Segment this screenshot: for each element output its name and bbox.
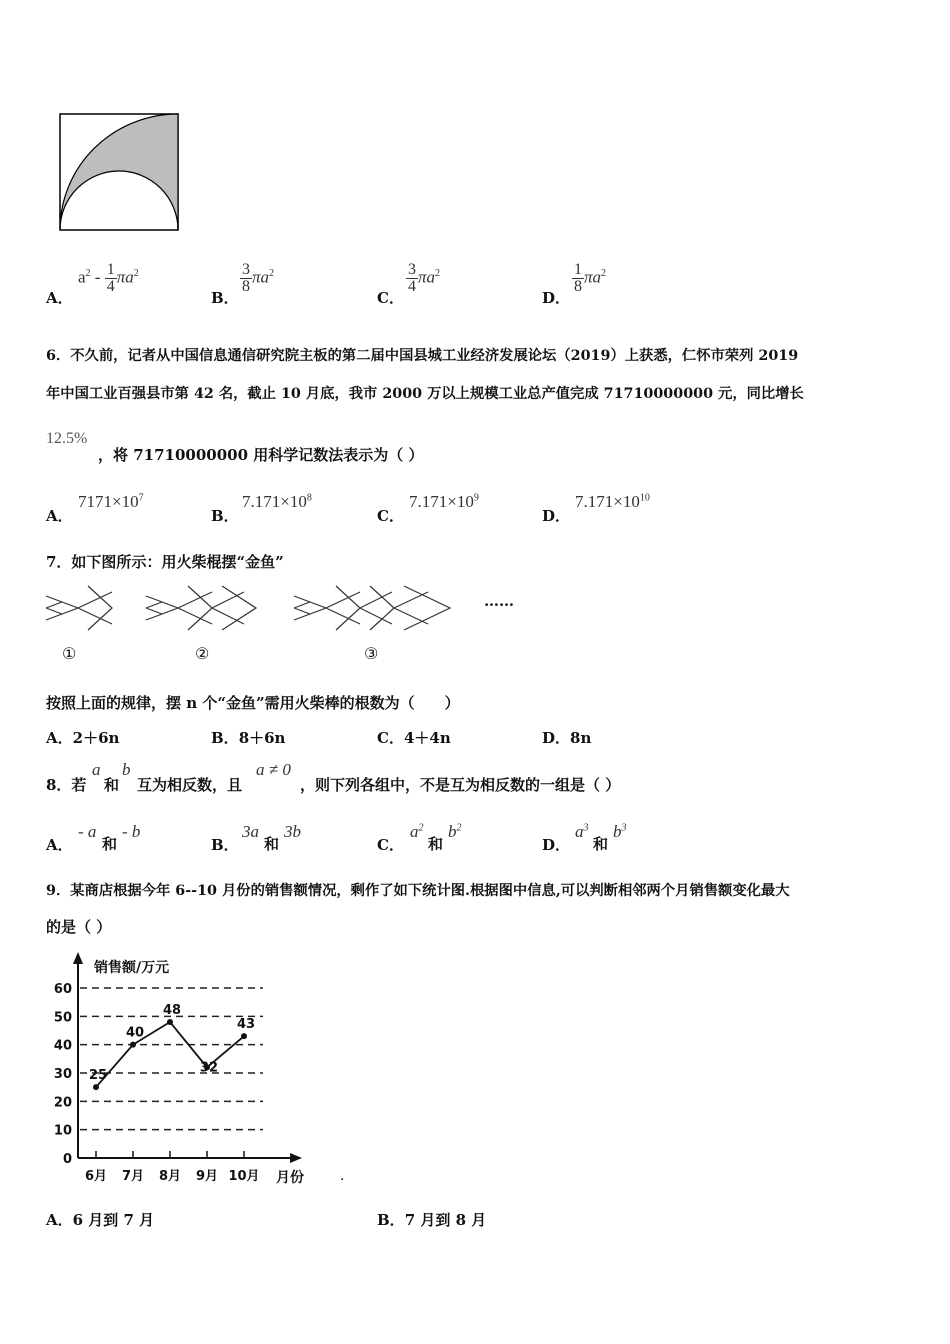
q8-option-a-left: - a — [78, 822, 97, 841]
x-tick-label: 9月 — [195, 1169, 219, 1184]
data-label: 48 — [162, 1003, 182, 1018]
chart-x-axis-label: 月份 — [276, 1170, 304, 1186]
sales-line-chart — [50, 948, 350, 1193]
q5-option-a: A． — [46, 289, 73, 307]
x-tick-label: 6月 — [84, 1169, 108, 1184]
q7-fig-label-2: ② — [195, 644, 210, 663]
q8-option-b-right: 3b — [284, 822, 301, 841]
q8-he: 和 — [104, 776, 120, 794]
q8-option-b-he: 和 — [264, 835, 280, 853]
q5-option-d-expr: $\frac{1}{8}$ $\pi a^2$ — [574, 261, 607, 295]
q8-option-d-he: 和 — [593, 835, 609, 853]
q6-option-a-expr: $7171\times 10^7$ — [78, 492, 144, 511]
x-tick-label: 8月 — [158, 1169, 182, 1184]
q8-option-a-he: 和 — [102, 835, 118, 853]
data-point — [167, 1019, 173, 1025]
y-tick-label: 10 — [53, 1123, 72, 1139]
q7-fig-label-1: ① — [62, 644, 77, 663]
chart-title: 销售额/万元 — [94, 960, 170, 976]
y-axis-arrow — [73, 952, 83, 964]
data-point — [130, 1042, 136, 1048]
x-tick-label: 7月 — [121, 1169, 145, 1184]
q7-fig-label-3: ③ — [364, 644, 379, 663]
q6-option-b-expr: $7.171\times 10^8$ — [242, 492, 312, 511]
q8-option-c-he: 和 — [428, 835, 444, 853]
q7-option-a: A．2＋6n — [46, 729, 120, 747]
q8-option-b-left: 3a — [242, 822, 259, 841]
q6-option-b: B． — [211, 507, 239, 525]
q5-figure — [58, 112, 182, 234]
q6-option-c-expr: $7.171\times 10^9$ — [409, 492, 479, 511]
q7-goldfish-figure — [40, 578, 480, 640]
q5-option-a-expr: $a^2$ - $\frac{1}{4}$ $\pi a^2$ — [78, 261, 139, 295]
q6-percent: 12.5% — [46, 430, 88, 447]
series-line — [96, 1022, 244, 1087]
q8-option-d: D． — [542, 836, 571, 854]
q9-line2: 的是（ ） — [46, 918, 112, 936]
q5-option-b-expr: $\frac{3}{8}$ $\pi a^2$ — [242, 261, 275, 295]
q8-option-b: B． — [211, 836, 239, 854]
q8-var-b: b — [122, 760, 131, 779]
q8-option-c-right: $b^2$ — [448, 822, 462, 841]
q7-option-b: B．8＋6n — [211, 729, 286, 747]
q8-mid: 互为相反数，且 — [137, 776, 243, 794]
q8-option-c-left: $a^2$ — [410, 822, 424, 841]
y-tick-label: 30 — [53, 1067, 72, 1082]
data-label: 43 — [236, 1017, 256, 1033]
q9-option-a: A．6 月到 7 月 — [46, 1211, 155, 1229]
q8-var-a: a — [92, 760, 101, 779]
data-label: 40 — [125, 1025, 145, 1041]
y-tick-label: 40 — [53, 1038, 72, 1054]
q7-ellipsis: …… — [484, 592, 514, 610]
q6-line1: 6．不久前，记者从中国信息通信研究院主板的第二届中国县城工业经济发展论坛（2019）上获悉，仁怀市荣列 2019 — [46, 348, 799, 364]
data-label: 25 — [88, 1068, 108, 1084]
q7-title: 7．如下图所示：用火柴棍摆“金鱼” — [46, 553, 284, 571]
y-tick-label: 20 — [53, 1095, 72, 1111]
q8-suffix: ，则下列各组中，不是互为相反数的一组是（ ） — [300, 776, 621, 794]
q8-prefix: 8．若 — [46, 776, 87, 794]
q8-option-c: C． — [377, 836, 404, 854]
q9-option-b: B．7 月到 8 月 — [377, 1211, 487, 1229]
data-point — [241, 1033, 247, 1039]
q7-question: 按照上面的规律，摆 n 个“金鱼”需用火柴棒的根数为（ ） — [46, 694, 460, 712]
q5-option-b: B． — [211, 289, 239, 307]
q6-option-d: D． — [542, 507, 571, 525]
data-label: 32 — [199, 1060, 219, 1076]
q6-option-c: C． — [377, 507, 404, 525]
y-tick-label: 50 — [53, 1010, 72, 1026]
q5-option-c: C． — [377, 289, 404, 307]
q8-option-d-left: $a^3$ — [575, 822, 589, 841]
q7-option-c: C．4＋4n — [377, 729, 451, 747]
q6-line2: 年中国工业百强县市第 42 名，截止 10 月底，我市 2000 万以上规模工业总产值完成 71710000000 元，同比增长 — [46, 386, 804, 402]
q7-option-d: D．8n — [542, 729, 592, 747]
q9-chart-dot: . — [340, 1168, 345, 1184]
q8-option-a-right: - b — [122, 822, 141, 841]
data-point — [93, 1084, 99, 1090]
q8-option-d-right: $b^3$ — [613, 822, 627, 841]
q5-option-d: D． — [542, 289, 571, 307]
q6-line3: ，将 71710000000 用科学记数法表示为（ ） — [98, 446, 424, 464]
q6-option-a: A． — [46, 507, 73, 525]
y-tick-label: 0 — [62, 1152, 72, 1167]
x-axis-arrow — [290, 1153, 302, 1163]
q8-condition: a ≠ 0 — [256, 760, 291, 779]
q5-option-c-expr: $\frac{3}{4}$ $\pi a^2$ — [408, 261, 441, 295]
q8-option-a: A． — [46, 836, 73, 854]
q9-line1: 9．某商店根据今年 6--10 月份的销售额情况，剩作了如下统计图.根据图中信息,可以判断相邻两个月销售额变化最大 — [46, 883, 790, 899]
q6-option-d-expr: $7.171\times 10^{10}$ — [575, 492, 650, 511]
y-tick-label: 60 — [53, 982, 72, 997]
x-tick-label: 10月 — [228, 1169, 260, 1184]
